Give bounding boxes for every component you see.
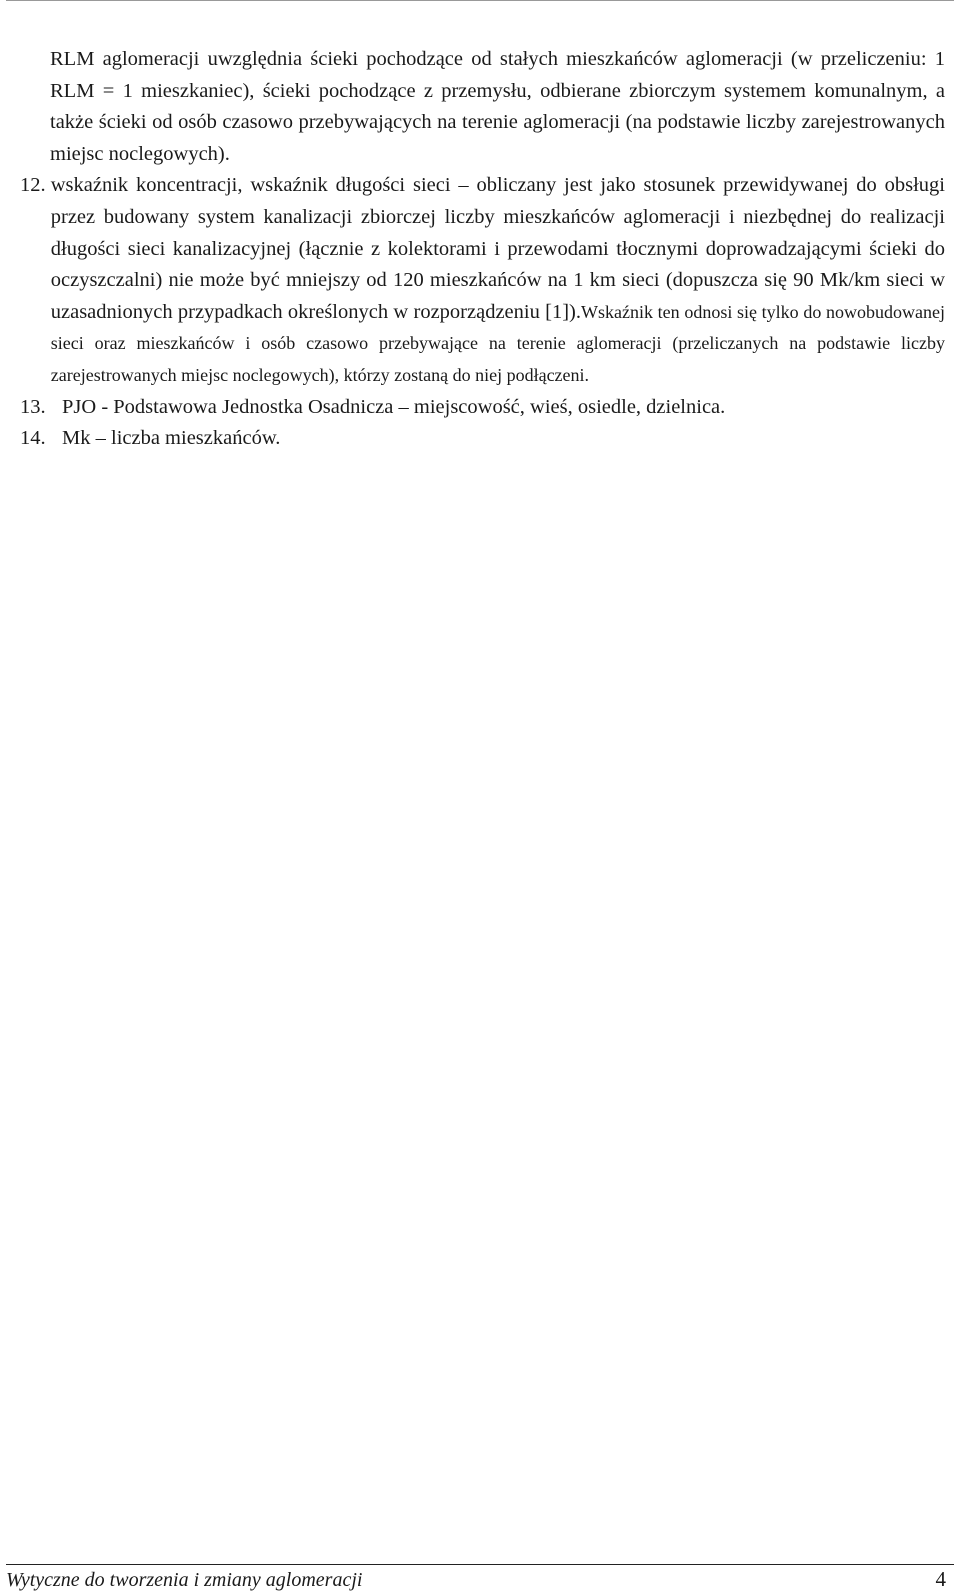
list-item-text-note: Wskaźnik ten odnosi się tylko do nowobudowanej sieci oraz mieszkańców i osób czasowo przebywające na terenie aglomeracji (przeliczanych na podstawie liczby zarejestrowanych miejsc noclegowych), którzy zostaną do niej podłączeni.: [50, 301, 945, 385]
list-item-text-main: wskaźnik koncentracji, wskaźnik długości sieci – obliczany jest jako stosunek przewidywanej do obsługi przez budowany system kanalizacji zbiorczej liczby mieszkańców aglomeracji i niezbędnej do realizacji długości sieci kanalizacyjnej (łącznie z kolektorami i przewodami tłocznymi doprowadzającymi ścieki do oczyszczalni) nie może być mniejszy od 120 mieszkańców na 1 km sieci (dopuszcza się 90 Mk/km sieci w uzasadnionych przypadkach określonych w rozporządzeniu [1]).: [50, 174, 945, 323]
page-footer: [6, 1564, 954, 1594]
list-item-text: PJO - Podstawowa Jednostka Osadnicza – miejscowość, wieś, osiedle, dzielnica.: [62, 395, 726, 418]
header-rule: [6, 0, 954, 4]
list-item-14: [20, 423, 945, 455]
list-item-number: 14.: [20, 427, 46, 450]
footer-title: Wytyczne do tworzenia i zmiany aglomeracji: [6, 1569, 363, 1591]
list-item-12: [20, 170, 945, 391]
list-item-text: Mk – liczba mieszkańców.: [62, 427, 281, 450]
list-item-13: [20, 392, 945, 424]
document-body: [20, 44, 945, 455]
list-item-number: 12.: [20, 174, 46, 197]
list-item-number: 13.: [20, 395, 46, 418]
list-item-text: [51, 170, 945, 391]
intro-paragraph: RLM aglomeracji uwzględnia ścieki pochodzące od stałych mieszkańców aglomeracji (w przeliczeniu: 1 RLM = 1 mieszkaniec), ścieki pochodzące z przemysłu, odbierane zbiorczym systemem komunalnym, a także ścieki od osób czasowo przebywających na terenie aglomeracji (na podstawie liczby zarejestrowanych miejsc noclegowych).: [50, 48, 945, 165]
page-number: 4: [935, 1567, 946, 1591]
